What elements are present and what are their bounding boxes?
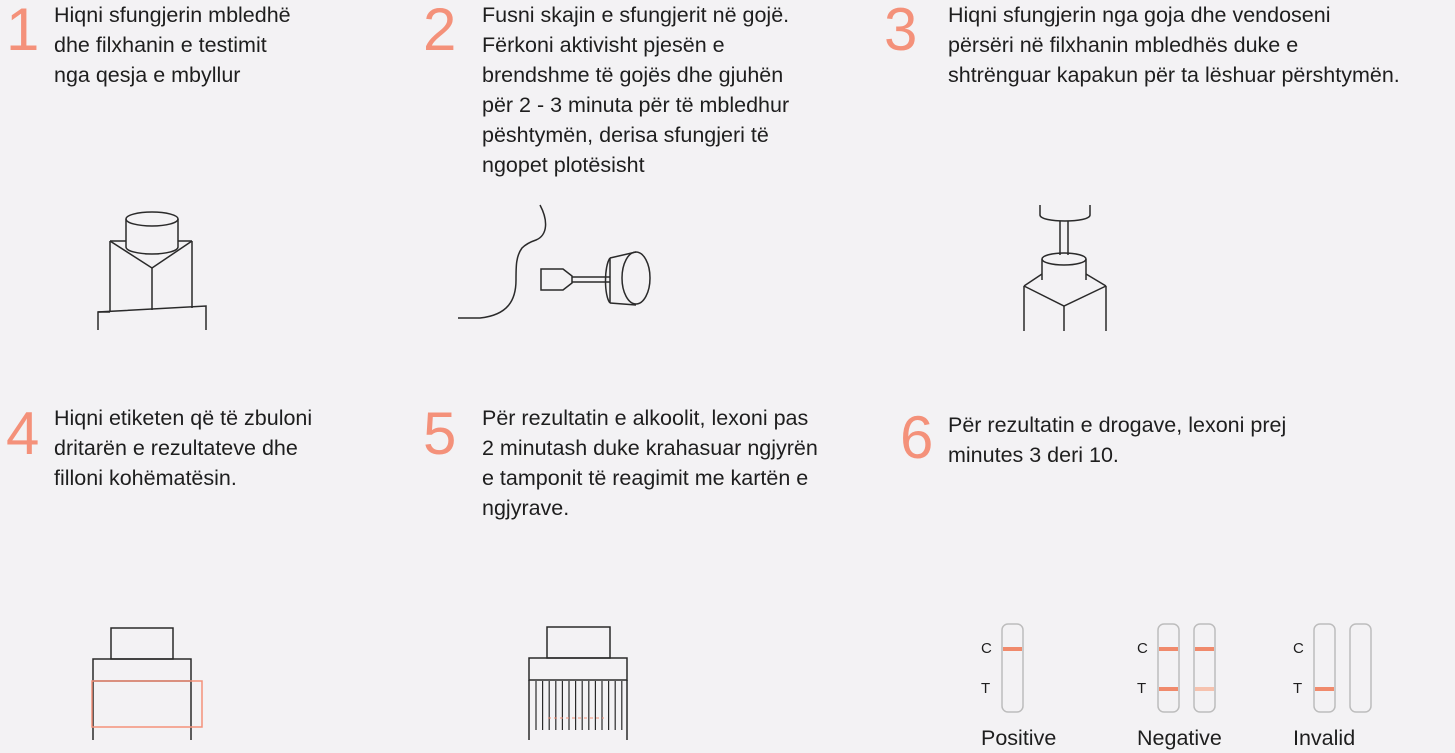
face-profile-drawing — [458, 205, 546, 318]
labeled-cup-drawing — [93, 628, 191, 740]
invalid-label: Invalid — [1293, 726, 1356, 750]
swab-drawing — [541, 252, 650, 305]
negative-strip-1 — [1158, 624, 1179, 712]
step-3-number: 3 — [884, 0, 918, 63]
cup-in-bag-drawing — [98, 212, 206, 330]
step-4-number: 4 — [6, 400, 40, 467]
step-3-line: shtrënguar kapakun për ta lëshuar përshtymën. — [948, 63, 1400, 87]
step-2-line: ngopet plotësisht — [482, 153, 645, 177]
step-1-text — [54, 0, 291, 90]
negative-control-label: C — [1137, 640, 1148, 657]
step-6-text — [948, 410, 1286, 470]
negative-strip-2 — [1194, 624, 1215, 712]
positive-label: Positive — [981, 726, 1057, 750]
step-2-text — [482, 0, 789, 180]
step-5-line: 2 minutash duke krahasuar ngjyrën — [482, 436, 818, 460]
step-2-number: 2 — [423, 0, 457, 63]
invalid-control-label: C — [1293, 640, 1304, 657]
step-5-number: 5 — [423, 400, 457, 467]
positive-control-band — [1003, 647, 1022, 651]
step-3-line: Hiqni sfungjerin nga goja dhe vendoseni — [948, 3, 1331, 27]
positive-control-label: C — [981, 640, 992, 657]
invalid-strip-2 — [1350, 624, 1371, 712]
step-2-line: Fusni skajin e sfungjerit në gojë. — [482, 3, 790, 27]
negative-label: Negative — [1137, 726, 1222, 750]
positive-test-label: T — [981, 680, 991, 697]
step-6-line: minutes 3 deri 10. — [948, 443, 1119, 467]
peel-label — [92, 681, 202, 727]
invalid-test-label: T — [1293, 680, 1303, 697]
step-5-line: Për rezultatin e alkoolit, lexoni pas — [482, 406, 809, 430]
negative-strip-1-test-band — [1159, 687, 1178, 691]
step-4-line: filloni kohëmatësin. — [54, 466, 237, 490]
step-4-line: dritarën e rezultateve dhe — [54, 436, 298, 460]
step-2-line: brendshme të gojës dhe gjuhën — [482, 63, 784, 87]
swab-cup-drawing — [1024, 205, 1106, 331]
negative-strip-2-test-band — [1195, 687, 1214, 691]
step-1-line: nga qesja e mbyllur — [54, 63, 241, 87]
result-window-strips — [536, 681, 622, 730]
step-6-line: Për rezultatin e drogave, lexoni prej — [948, 413, 1287, 437]
step-2-line: për 2 - 3 minuta për të mbledhur — [482, 93, 790, 117]
step-3-line: përsëri në filxhanin mbledhës duke e — [948, 33, 1299, 57]
step-3-text — [948, 0, 1400, 90]
window-cup-drawing — [529, 627, 627, 740]
invalid-strip-1 — [1314, 624, 1335, 712]
negative-strip-2-control-band — [1195, 647, 1214, 651]
negative-strip-1-control-band — [1159, 647, 1178, 651]
step-2-line: Fërkoni aktivisht pjesën e — [482, 33, 725, 57]
step-1-line: Hiqni sfungjerin mbledhë — [54, 3, 291, 27]
step-1-number: 1 — [6, 0, 40, 63]
step-6-number: 6 — [900, 404, 934, 471]
step-2-line: pështymën, derisa sfungjeri të — [482, 123, 769, 147]
step-4-line: Hiqni etiketen që të zbuloni — [54, 406, 313, 430]
positive-strip — [1002, 624, 1023, 712]
step-4-text — [54, 403, 312, 493]
negative-test-label: T — [1137, 680, 1147, 697]
invalid-strip-1-test-band — [1315, 687, 1334, 691]
step-5-line: e tamponit të reagimit me kartën e — [482, 466, 809, 490]
step-5-line: ngjyrave. — [482, 496, 570, 520]
step-5-text — [482, 403, 818, 523]
step-1-line: dhe filxhanin e testimit — [54, 33, 267, 57]
